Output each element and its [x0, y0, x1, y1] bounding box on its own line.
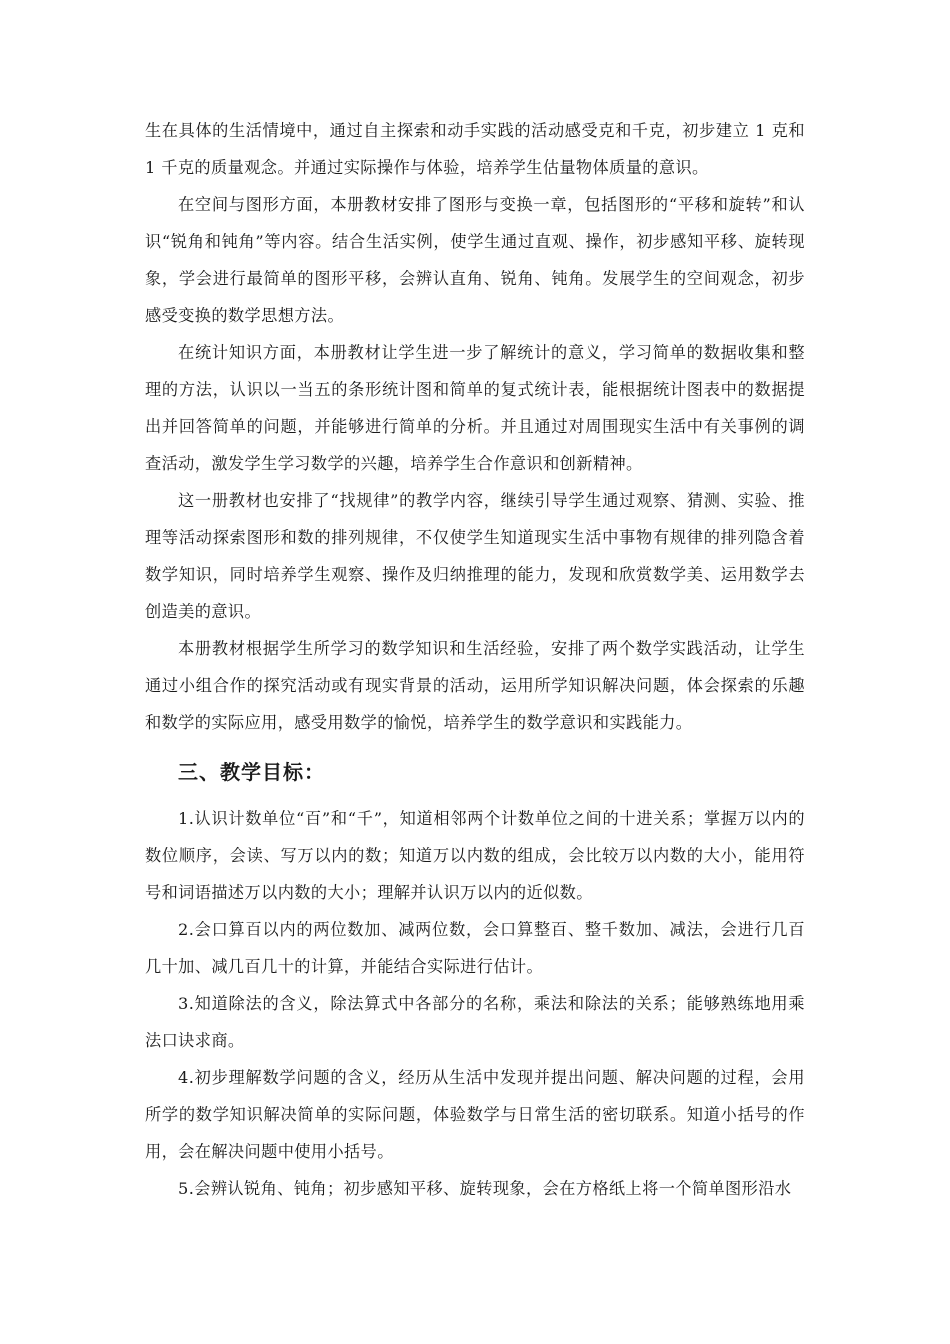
objective-item-2: 2.会口算百以内的两位数加、减两位数，会口算整百、整千数加、减法，会进行几百几十加、减几百几十的计算，并能结合实际进行估计。 [145, 920, 805, 976]
paragraph-patterns: 这一册教材也安排了“找规律”的教学内容，继续引导学生通过观察、猜测、实验、推理等活动探索图形和数的排列规律，不仅使学生知道现实生活中事物有规律的排列隐含着数学知识，同时培养学生观察、操作及归纳推理的能力，发现和欣赏数学美、运用数学去创造美的意识。 [145, 491, 805, 621]
paragraph-practice-activities: 本册教材根据学生所学习的数学知识和生活经验，安排了两个数学实践活动，让学生通过小组合作的探究活动或有现实背景的活动，运用所学知识解决问题，体会探索的乐趣和数学的实际应用，感受用数学的愉悦，培养学生的数学意识和实践能力。 [145, 639, 805, 732]
objective-item-5: 5.会辨认锐角、钝角；初步感知平移、旋转现象，会在方格纸上将一个简单图形沿水 [178, 1179, 792, 1198]
objective-item-1: 1.认识计数单位“百”和“千”，知道相邻两个计数单位之间的十进关系；掌握万以内的数位顺序，会读、写万以内的数；知道万以内数的组成，会比较万以内数的大小，能用符号和词语描述万以内数的大小；理解并认识万以内的近似数。 [145, 809, 805, 902]
objective-item-4: 4.初步理解数学问题的含义，经历从生活中发现并提出问题、解决问题的过程，会用所学的数学知识解决简单的实际问题，体验数学与日常生活的密切联系。知道小括号的作用，会在解决问题中使用小括号。 [145, 1068, 805, 1161]
paragraph-space-graphics: 在空间与图形方面，本册教材安排了图形与变换一章，包括图形的“平移和旋转”和认识“锐角和钝角”等内容。结合生活实例，使学生通过直观、操作，初步感知平移、旋转现象，学会进行最简单的图形平移，会辨认直角、锐角、钝角。发展学生的空间观念，初步感受变换的数学思想方法。 [145, 195, 805, 325]
section-heading-teaching-objectives: 三、教学目标： [178, 760, 325, 784]
objective-item-3: 3.知道除法的含义，除法算式中各部分的名称，乘法和除法的关系；能够熟练地用乘法口诀求商。 [145, 994, 805, 1050]
paragraph-statistics: 在统计知识方面，本册教材让学生进一步了解统计的意义，学习简单的数据收集和整理的方法，认识以一当五的条形统计图和简单的复式统计表，能根据统计图表中的数据提出并回答简单的问题，并能够进行简单的分析。并且通过对周围现实生活中有关事例的调查活动，激发学生学习数学的兴趣，培养学生合作意识和创新精神。 [145, 343, 805, 473]
paragraph-mass-concept: 生在具体的生活情境中，通过自主探索和动手实践的活动感受克和千克，初步建立 1 克和 1 千克的质量观念。并通过实际操作与体验，培养学生估量物体质量的意识。 [145, 121, 805, 177]
